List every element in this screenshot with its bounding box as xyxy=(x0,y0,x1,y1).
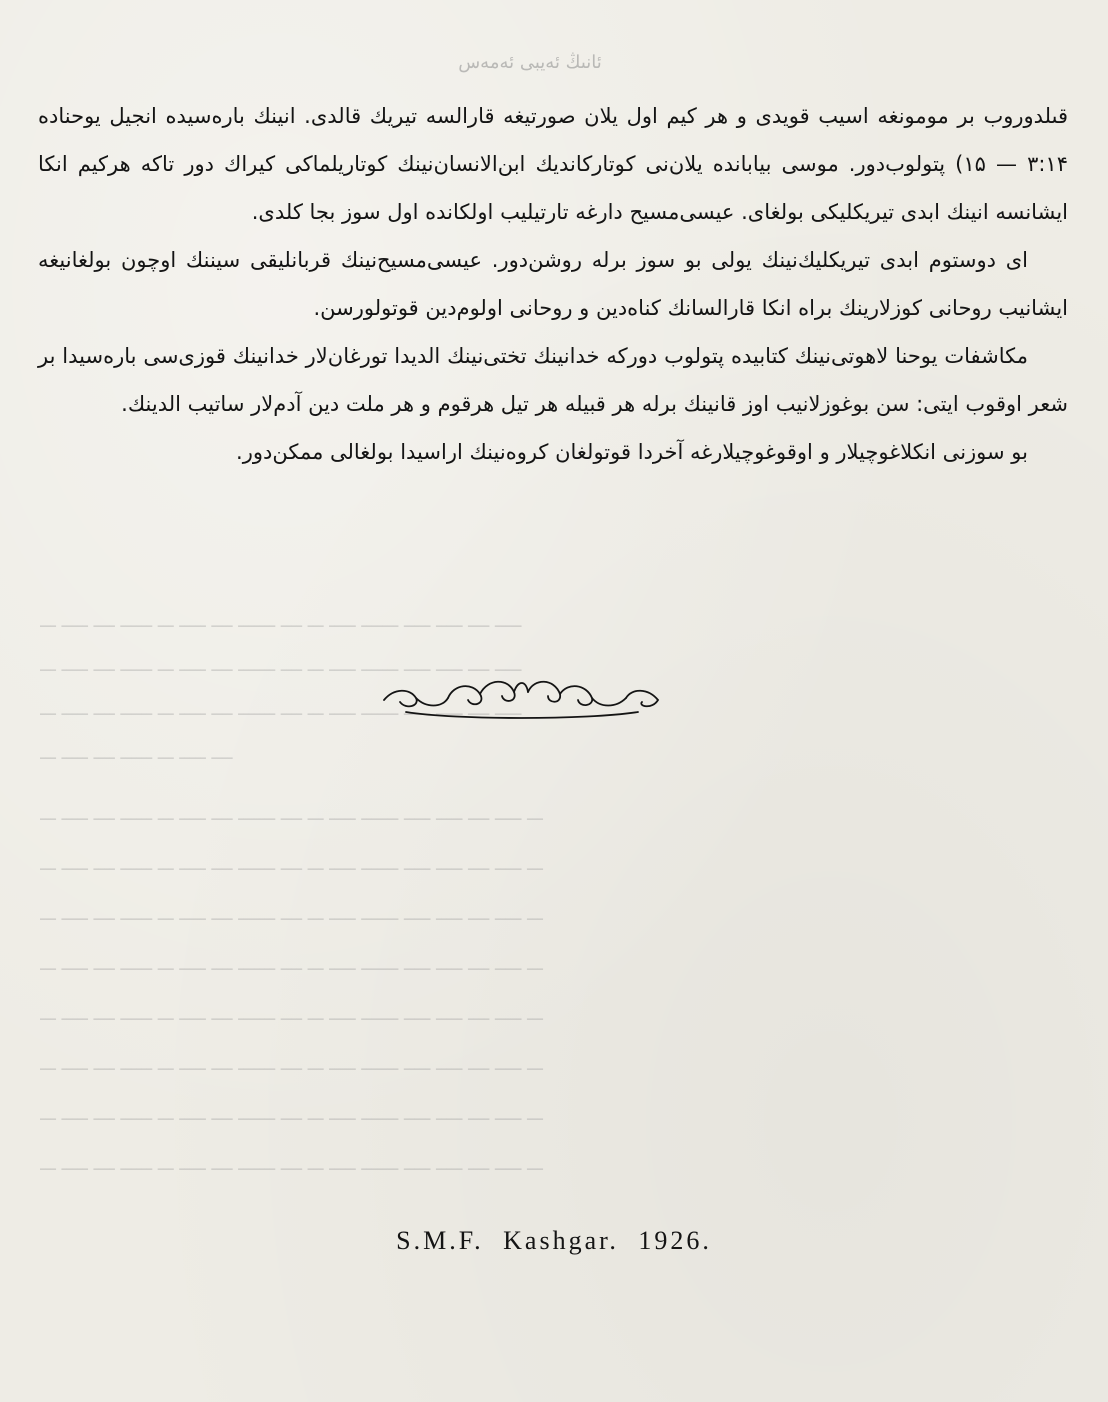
bleed-through-decoration-lower: ـــ ـــــ ــــ ــــــ ـــ ـــــ ــــ ـــــــ ــــ ـــ ـــــ ـــــــ ـــــ ـــــ ــــ ـــــ ـــ ـــ ـــــ ــــ ــــــ ـــ ـــــ ــــ ـــــــ ــــ ـــ ـــــ ـــــــ ـــــ ـــــ ــــ ـــــ ـــ ـــ ـــــ ــــ ــــــ ـــ ـــــ ــــ ـــــــ ــــ ـــ ـــــ ـــــــ ـــــ ـــــ ــــ ـــــ ـــ ـــ ـــــ ــــ ــــــ ـــ ـــــ ــــ ـــــــ ــــ ـــ ـــــ ـــــــ ـــــ ـــــ ــــ ـــــ ـــ ـــ ـــــ ــــ ــــــ ـــ ـــــ ــــ ـــــــ ــــ ـــ ـــــ ـــــــ ـــــ ـــــ ــــ ـــــ ـــ ـــ ـــــ ــــ ــــــ ـــ ـــــ ــــ ـــــــ ــــ ـــ ـــــ ـــــــ ـــــ ـــــ ــــ ـــــ ـــ ـــ ـــــ ــــ ــــــ ـــ ـــــ ــــ ـــــــ ــــ ـــ ـــــ ـــــــ ـــــ ـــــ ــــ ـــــ ـــ ـــ ـــــ ــــ ــــــ ـــ ـــــ ــــ ـــــــ ــــ ـــ ـــــ ـــــــ ـــــ ـــــ ــــ ـــــ ـــ xyxy=(40,804,543,1175)
decorative-ornament xyxy=(376,672,666,724)
bleed-through-decoration: ـــ ـــــ ــــ ــــــ ـــ ـــــ ــــ ـــــــ ــــ ـــ ـــــ ـــــــ ـــــ ـــــ ــــ ـــــ ـــ ـــــ ــــ ــــــ ـــ ـــــ ــــ ـــــــ ــــ ـــ ـــــ ـــــــ ـــــ ـــــ ــــ ـــــ ـــ ـــــ ــــ ــــــ ـــ ـــــ ــــ ـــــــ ــــ ـــ ـــــ ـــــــ ـــــ ـــــ ــــ ـــــ ـــ ـــــ ــــ ــــــ ـــ ـــــ ــــ xyxy=(40,611,522,764)
faint-header-line: ئانىڭ ئەيبى ئەمەس xyxy=(458,52,602,73)
paragraph-3: مكاشفات يوحنا لاهوتى‌نينك كتابيده پتولوب دوركه خدانينك تختى‌نينك الديدا تورغان‌لار خدانينك قوزى‌سى باره‌سيدا بر شعر اوقوب ايتى: سن بوغوزلانيب اوز قانينك برله هر قبيله هر تيل هرقوم و هر ملت دين آدم‌لار ساتيب الدينك. xyxy=(38,344,1068,416)
paragraph-2: اى دوستوم ابدى تيريكليك‌نينك يولى بو سوز برله روشن‌دور. عيسى‌مسيح‌نينك قربانليقى سيننك اوچون بولغانيغه ايشانيب روحانى كوزلارينك براه انكا قارالسانك كناه‌دين و روحانى اولوم‌دين قوتولورسن. xyxy=(38,248,1068,320)
paragraph-4: بو سوزنى انكلاغوچيلار و اوقوغوچيلارغه آخردا قوتولغان كروه‌نينك اراسيدا بولغالى ممكن‌دور. xyxy=(236,440,1028,464)
body-text xyxy=(38,92,1068,476)
paragraph-1: قىلدوروب بر مومونغه اسيب قويدى و هر كيم اول يلان صورتيغه قارالسه تيريك قالدى. انينك باره‌سيده انجيل يوحناده ۳:۱۴ — ۱۵) پتولوب‌دور. موسى بيابانده يلان‌نى كوتاركانديك ابن‌الانسان‌نينك كوتاريلماكى كيراك دور تاكه هركيم انكا ايشانسه انينك ابدى تيريكليكى بولغاى. عيسى‌مسيح دارغه تارتيليب اولكانده اول سوز بجا كلدى. xyxy=(38,104,1068,224)
imprint-footer: S.M.F. Kashgar. 1926. xyxy=(396,1226,712,1255)
